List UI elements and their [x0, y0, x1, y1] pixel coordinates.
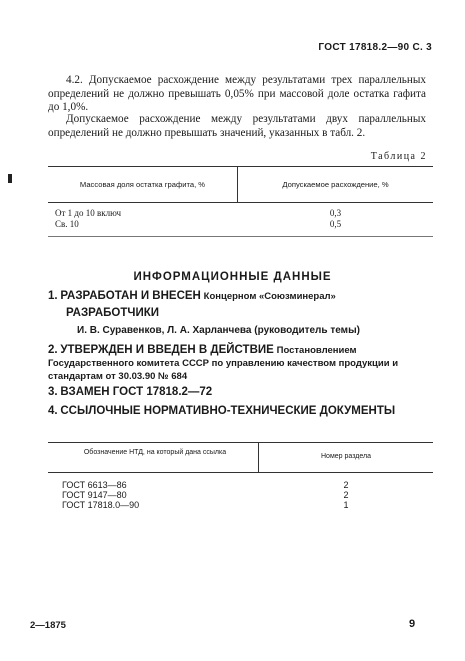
item-text: Постановлением Государственного комитета СССР по управлению качеством продукции и стандартам от 30.03.90 № 684 [48, 345, 399, 382]
table-2-header-border [48, 472, 433, 473]
table-row-section: 1 [343, 500, 349, 510]
developers-label-row [66, 307, 446, 319]
info-item-3 [48, 386, 428, 398]
table-row-section: 2 [343, 490, 349, 500]
item-heading: ССЫЛОЧНЫЕ НОРМАТИВНО-ТЕХНИЧЕСКИЕ ДОКУМЕНТЫ [60, 405, 396, 417]
table-1-col2-header: Допускаемое расхождение, % [282, 180, 389, 189]
table-row-range: От 1 до 10 включ [55, 208, 122, 218]
item-number: 4. [48, 405, 58, 417]
paragraph-tolerance: Допускаемое расхождение между результатами двух параллельных определений не должно превышать значений, указанных в табл. 2. [48, 113, 426, 139]
item-heading: РАЗРАБОТАН И ВНЕСЕН [60, 290, 201, 302]
developers-names: И. В. Суравенков, Л. А. Харланчева (руководитель темы) [77, 325, 360, 336]
table-row-doc: ГОСТ 17818.0—90 [62, 500, 140, 510]
margin-mark [8, 174, 12, 183]
item-text: Концерном «Союзминерал» [203, 291, 336, 302]
info-item-2 [48, 344, 428, 383]
item-heading: УТВЕРЖДЕН И ВВЕДЕН В ДЕЙСТВИЕ [60, 344, 274, 356]
item-number: 1. [48, 290, 58, 302]
item-heading: ВЗАМЕН ГОСТ 17818.2—72 [60, 386, 213, 398]
table-2-top-border [48, 442, 433, 443]
table-1-col1-header: Массовая доля остатка графита, % [79, 180, 206, 189]
table-row-section: 2 [343, 480, 349, 490]
table-row-range: Св. 10 [55, 219, 79, 229]
info-item-1 [48, 290, 428, 302]
table-row-doc: ГОСТ 6613—86 [62, 480, 127, 490]
table-row-value: 0,5 [329, 219, 342, 229]
page-header: ГОСТ 17818.2—90 С. 3 [318, 42, 432, 53]
table-caption: Таблица 2 [370, 151, 427, 162]
info-item-4 [48, 404, 438, 419]
item-number: 3. [48, 386, 58, 398]
page-number: 9 [409, 618, 416, 630]
table-row-value: 0,3 [329, 208, 342, 218]
footer-print-code: 2—1875 [30, 620, 66, 631]
paragraph-4-2: 4.2. Допускаемое расхождение между результатами трех параллельных определений не должно превышать 0,05% при массовой доле остатка гафита до 1,0%. [48, 74, 426, 114]
table-1-header-border [48, 202, 433, 203]
table-2-col2-header: Номер раздела [321, 453, 371, 460]
info-title: ИНФОРМАЦИОННЫЕ ДАННЫЕ [133, 271, 332, 283]
developers-label: РАЗРАБОТЧИКИ [66, 307, 159, 319]
table-1-top-border [48, 166, 433, 167]
table-1-bottom-border [48, 236, 433, 237]
table-row-doc: ГОСТ 9147—80 [62, 490, 127, 500]
item-number: 2. [48, 344, 58, 356]
table-2-col1-header: Обозначение НТД, на который дана ссылка [83, 449, 227, 456]
